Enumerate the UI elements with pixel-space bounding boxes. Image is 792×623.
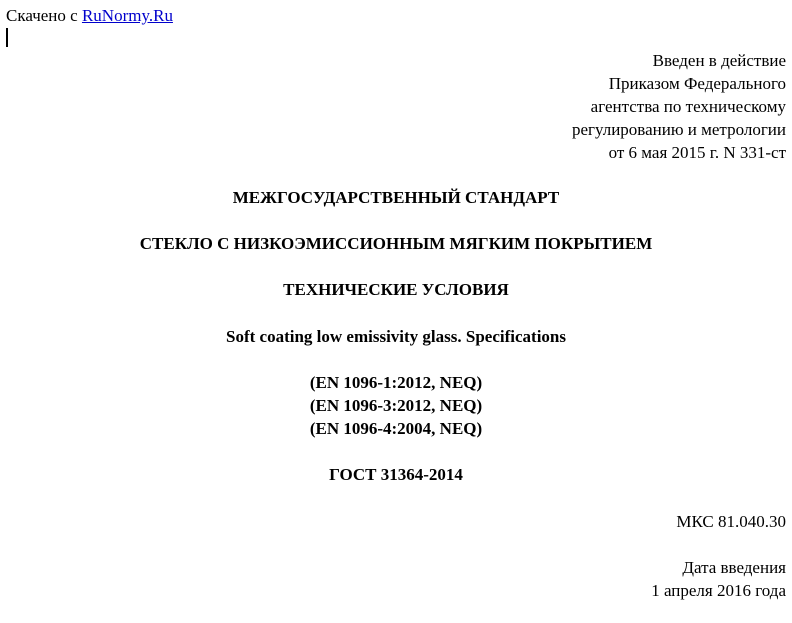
approval-line: регулированию и метрологии: [571, 120, 786, 139]
mks-code: МКС 81.040.30: [676, 512, 786, 531]
introduction-label: Дата введения: [682, 558, 786, 577]
text-cursor: [6, 28, 8, 47]
approval-line: от 6 мая 2015 г. N 331-ст: [608, 143, 786, 162]
references-block: [0, 371, 792, 440]
approval-line: Приказом Федерального: [608, 74, 786, 93]
gost-designation: ГОСТ 31364-2014: [329, 465, 463, 484]
standard-name-heading: СТЕКЛО С НИЗКОЭМИССИОННЫМ МЯГКИМ ПОКРЫТИЕМ: [139, 234, 653, 253]
approval-line: агентства по техническому: [590, 97, 786, 116]
download-source-line: [6, 4, 173, 27]
standard-type-heading: МЕЖГОСУДАРСТВЕННЫЙ СТАНДАРТ: [232, 188, 560, 207]
reference-line: (EN 1096-1:2012, NEQ): [309, 373, 483, 392]
reference-line: (EN 1096-4:2004, NEQ): [309, 419, 483, 438]
approval-line: Введен в действие: [652, 51, 786, 70]
reference-line: (EN 1096-3:2012, NEQ): [309, 396, 483, 415]
download-prefix: Скачено с: [6, 6, 78, 25]
introduction-date: 1 апреля 2016 года: [651, 581, 786, 600]
approval-block: [572, 49, 786, 164]
english-title: Soft coating low emissivity glass. Specifications: [226, 327, 566, 346]
runormy-link[interactable]: RuNormy.Ru: [81, 6, 173, 25]
introduction-date-block: [651, 556, 786, 602]
standard-subtitle-heading: ТЕХНИЧЕСКИЕ УСЛОВИЯ: [283, 280, 509, 299]
